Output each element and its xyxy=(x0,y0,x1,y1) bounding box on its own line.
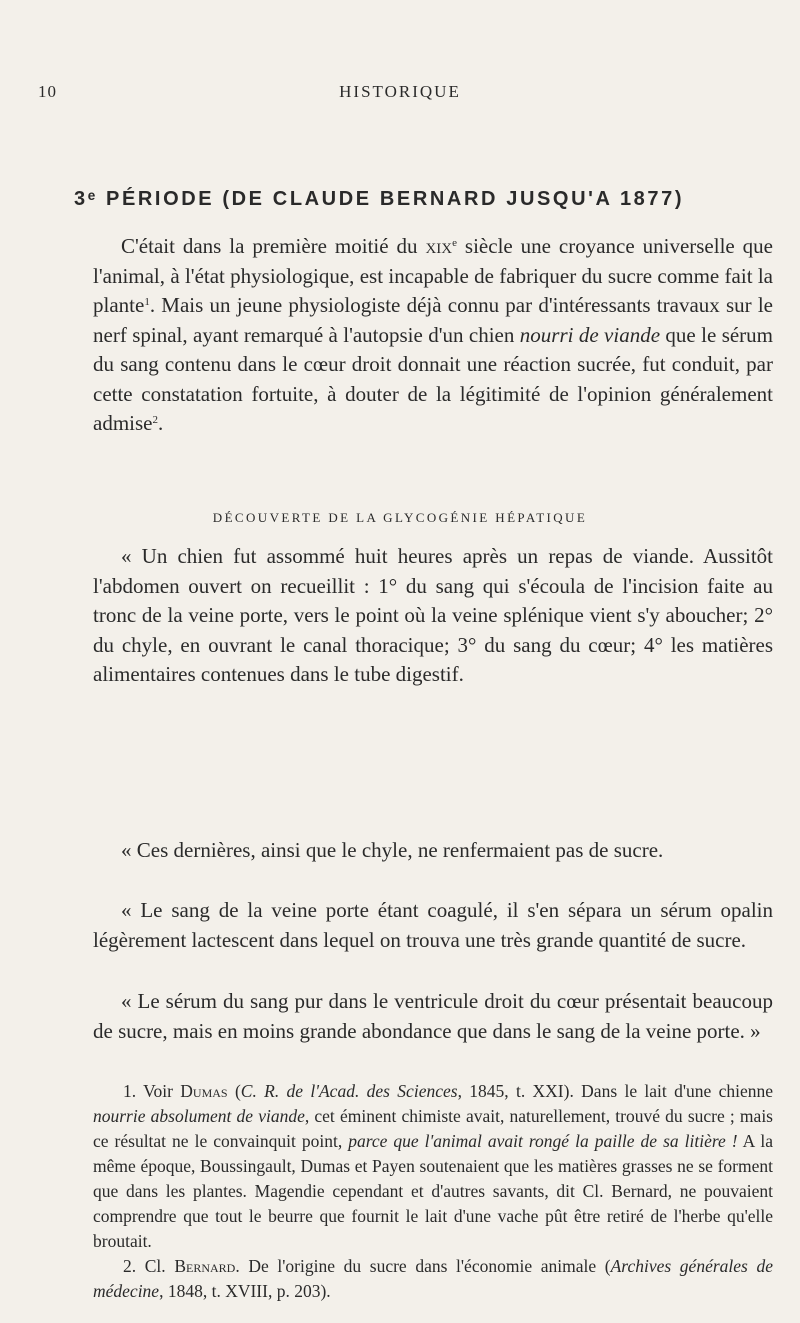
quote-paragraph xyxy=(93,542,773,690)
footnote-emphasis: nourrie absolument de viande xyxy=(93,1106,305,1126)
quote-text: « Le sérum du sang pur dans le ventricule droit du cœur présentait beaucoup de sucre, mais en moins grande abondance que dans le sang de la veine porte. » xyxy=(93,989,773,1043)
footnote-2 xyxy=(93,1254,773,1304)
footnote-source-title: C. R. de l'Acad. des Sciences xyxy=(240,1081,458,1101)
footnote-author: Dumas xyxy=(180,1081,228,1101)
footnote-text: A la même époque, Boussingault, Dumas et Payen soutenaient que les matières grasses ne se forment que dans les plantes. Magendie cependant et d'autres savants, dit Cl. Bernard, ne pouvaient comprendre que tout le beurre que fournit le lait d'une vache pût être retiré de l'herbe qu'elle broutait. xyxy=(93,1131,773,1251)
intro-text-e: . xyxy=(157,411,164,435)
century-numeral: xix xyxy=(425,234,453,258)
quote-text: « Un chien fut assommé huit heures après un repas de viande. Aussitôt l'abdomen ouvert on recueillit : 1° du sang qui s'écoula de l'incision faite au tronc de la veine porte, vers le point où la veine splénique vient s'y aboucher; 2° du chyle, en ouvrant le canal thoracique; 3° du sang du cœur; 4° les matières alimentaires contenues dans le tube digestif. xyxy=(93,544,773,686)
footnote-text: , 1845, t. XXI). Dans le lait d'une chienne xyxy=(457,1081,774,1101)
footnote-text: , 1848, t. XVIII, p. 203). xyxy=(159,1281,331,1301)
footnote-author: Bernard xyxy=(174,1256,236,1276)
century-superscript: e xyxy=(452,237,457,249)
quote-paragraph xyxy=(93,896,773,955)
intro-text-d: que le sérum du sang contenu dans le cœur droit donnait une réaction sucrée, fut conduit, par cette constatation fortuite, à douter de la légitimité de l'opinion généralement admise xyxy=(93,322,774,435)
intro-emphasis: nourri de viande xyxy=(519,322,661,347)
footnote-text: . De l'origine du sucre dans l'économie animale ( xyxy=(235,1256,611,1276)
footnote-number: 1. Voir xyxy=(123,1081,181,1101)
footnotes xyxy=(93,1079,773,1304)
quote-text: « Le sang de la veine porte étant coagulé, il s'en sépara un sérum opalin légèrement lactescent dans lequel on trouva une très grande quantité de sucre. xyxy=(93,898,773,952)
footnote-text: ( xyxy=(227,1081,241,1101)
section-title: 3ᵉ PÉRIODE (DE CLAUDE BERNARD JUSQU'A 1877) xyxy=(74,188,685,210)
quote-paragraph xyxy=(93,987,773,1046)
subheading: DÉCOUVERTE DE LA GLYCOGÉNIE HÉPATIQUE xyxy=(212,510,588,525)
running-head: HISTORIQUE xyxy=(339,82,461,101)
intro-text-c: . Mais un jeune physiologiste déjà connu par d'intéressants travaux sur le nerf spinal, ayant remarqué à l'autopsie d'un chien xyxy=(93,293,773,347)
footnote-source-title: Archives générales de médecine xyxy=(93,1256,773,1301)
intro-text-b: siècle une croyance universelle que l'animal, à l'état physiologique, est incapable de fabriquer du sucre comme fait la plante xyxy=(93,234,773,317)
footnote-1 xyxy=(93,1079,773,1254)
footnote-text: , cet éminent chimiste avait, naturellement, trouvé du sucre ; mais ce résultat ne le convainquit point, xyxy=(93,1106,773,1151)
footnote-ref-1: 1 xyxy=(144,296,150,308)
page-number: 10 xyxy=(38,82,57,101)
quote-paragraph xyxy=(93,836,773,866)
footnote-number: 2. Cl. xyxy=(123,1256,175,1276)
intro-paragraph xyxy=(93,232,773,439)
intro-text-a: C'était dans la première moitié du xyxy=(121,234,426,258)
footnote-ref-2: 2 xyxy=(152,414,158,426)
footnote-emphasis: parce que l'animal avait rongé la paille de sa litière ! xyxy=(348,1131,738,1151)
quote-text: « Ces dernières, ainsi que le chyle, ne renfermaient pas de sucre. xyxy=(121,838,664,862)
